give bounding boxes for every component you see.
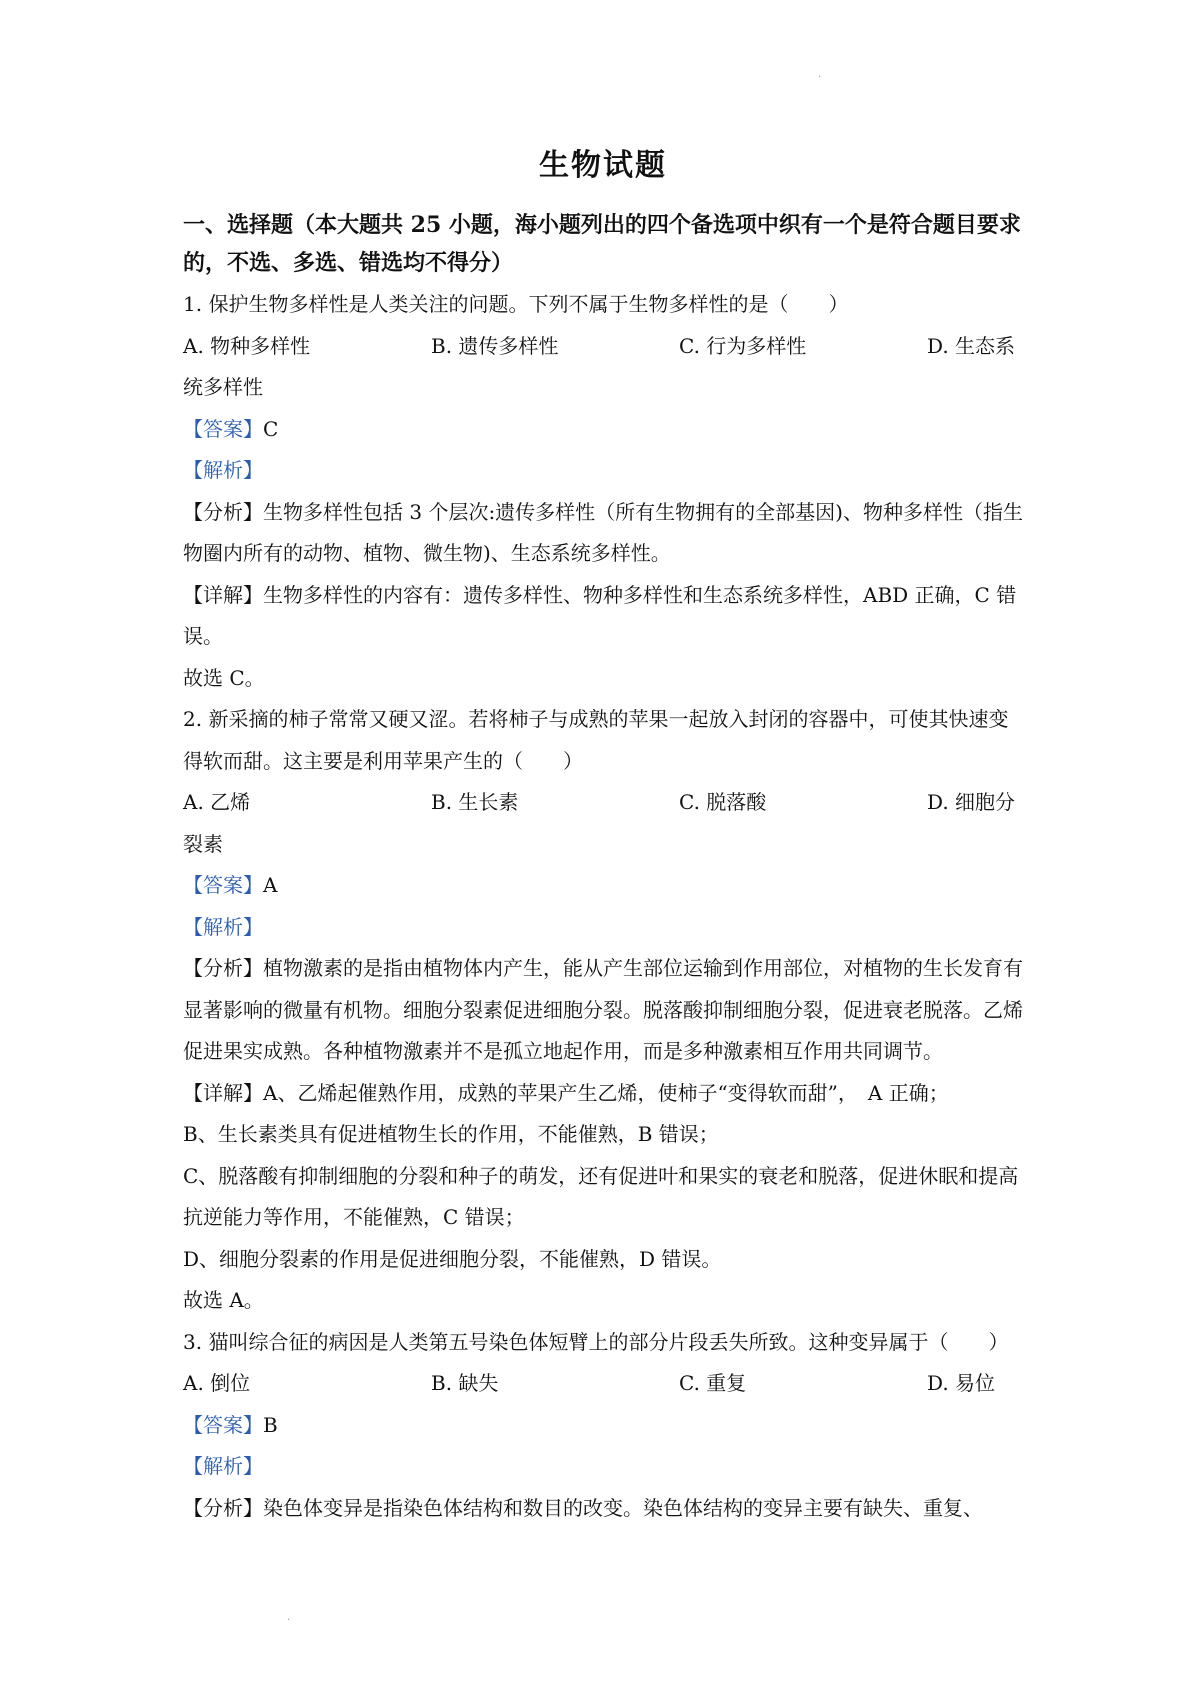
analysis-line bbox=[183, 907, 1023, 949]
option-b: B. 缺失 bbox=[431, 1371, 499, 1395]
option-d: D. 易位 bbox=[927, 1371, 996, 1395]
question-stem: 3. 猫叫综合征的病因是人类第五号染色体短臂上的部分片段丢失所致。这种变异属于（ ） bbox=[183, 1329, 1009, 1354]
option-d-wrap: 裂素 bbox=[183, 831, 223, 856]
answer-value: C bbox=[263, 416, 279, 441]
question-3 bbox=[183, 1322, 1023, 1530]
section-heading: 一、选择题（本大题共 25 小题，海小题列出的四个备选项中织有一个是符合题目要求的，不选、多选、错选均不得分） bbox=[183, 212, 1021, 276]
answer-line bbox=[183, 1405, 1023, 1447]
option-a: A. 物种多样性 bbox=[183, 333, 311, 358]
detail-text: 生物多样性的内容有：遗传多样性、物种多样性和生态系统多样性，ABD 正确，C 错误。 bbox=[183, 582, 1017, 648]
scan-dot: · bbox=[818, 72, 822, 83]
detail-paragraph bbox=[183, 1073, 1023, 1115]
conclusion-line: 故选 C。 bbox=[183, 665, 265, 690]
answer-label: 【答案】 bbox=[183, 1412, 263, 1437]
answer-value: B bbox=[263, 1412, 278, 1437]
detail-paragraph bbox=[183, 575, 1023, 658]
fenxi-text: 植物激素的是指由植物体内产生，能从产生部位运输到作用部位，对植物的生长发育有显著影响的微量有机物。细胞分裂素促进细胞分裂。脱落酸抑制细胞分裂，促进衰老脱落。乙烯促进果实成熟。各种植物激素并不是孤立地起作用，而是多种激素相互作用共同调节。 bbox=[183, 956, 1023, 1063]
answer-line bbox=[183, 865, 1023, 907]
option-a: A. 乙烯 bbox=[183, 790, 251, 814]
answer-label: 【答案】 bbox=[183, 873, 263, 897]
option-d-part1: D. 生态系 bbox=[927, 333, 1016, 358]
question-options bbox=[183, 326, 1023, 368]
answer-label: 【答案】 bbox=[183, 416, 263, 441]
analysis-label: 【解析】 bbox=[183, 458, 263, 482]
analysis-label: 【解析】 bbox=[183, 914, 263, 939]
analysis-line bbox=[183, 450, 1023, 492]
option-c: C. 重复 bbox=[679, 1371, 747, 1395]
fenxi-text: 生物多样性包括 3 个层次:遗传多样性（所有生物拥有的全部基因)、物种多样性（指生物圈内所有的动物、植物、微生物)、生态系统多样性。 bbox=[183, 499, 1023, 565]
question-stem: 1. 保护生物多样性是人类关注的问题。下列不属于生物多样性的是（ ） bbox=[183, 292, 849, 316]
fenxi-paragraph bbox=[183, 948, 1023, 1073]
question-2 bbox=[183, 699, 1023, 1322]
detail-text: A、乙烯起催熟作用，成熟的苹果产生乙烯，使柿子“变得软而甜”， A 正确； bbox=[263, 1080, 949, 1105]
detail-item: C、脱落酸有抑制细胞的分裂和种子的萌发，还有促进叶和果实的衰老和脱落，促进休眠和提高抗逆能力等作用，不能催熟，C 错误； bbox=[183, 1163, 1019, 1229]
fenxi-paragraph bbox=[183, 492, 1023, 575]
page-title: 生物试题 bbox=[539, 148, 667, 183]
answer-line bbox=[183, 409, 1023, 451]
document-content bbox=[183, 140, 1023, 1529]
answer-value: A bbox=[263, 873, 278, 897]
option-b: B. 遗传多样性 bbox=[431, 333, 559, 358]
detail-item: B、生长素类具有促进植物生长的作用，不能催熟，B 错误； bbox=[183, 1122, 719, 1146]
analysis-label: 【解析】 bbox=[183, 1454, 263, 1478]
option-d-part1: D. 细胞分 bbox=[927, 790, 1016, 814]
option-a: A. 倒位 bbox=[183, 1371, 251, 1395]
fenxi-label: 【分析】 bbox=[183, 499, 263, 524]
fenxi-label: 【分析】 bbox=[183, 1495, 263, 1520]
question-1 bbox=[183, 284, 1023, 699]
fenxi-paragraph bbox=[183, 1488, 1023, 1530]
option-b: B. 生长素 bbox=[431, 790, 519, 814]
option-c: C. 脱落酸 bbox=[679, 790, 767, 814]
option-c: C. 行为多样性 bbox=[679, 333, 807, 358]
scan-dot: · bbox=[287, 1615, 291, 1626]
option-d-wrap: 统多样性 bbox=[183, 375, 263, 399]
fenxi-text: 染色体变异是指染色体结构和数目的改变。染色体结构的变异主要有缺失、重复、 bbox=[263, 1495, 983, 1520]
analysis-line bbox=[183, 1446, 1023, 1488]
conclusion-line: 故选 A。 bbox=[183, 1288, 264, 1312]
detail-label: 【详解】 bbox=[183, 1080, 263, 1105]
question-options bbox=[183, 782, 1023, 824]
detail-item: D、细胞分裂素的作用是促进细胞分裂，不能催熟，D 错误。 bbox=[183, 1246, 722, 1271]
question-stem: 2. 新采摘的柿子常常又硬又涩。若将柿子与成熟的苹果一起放入封闭的容器中，可使其快速变得软而甜。这主要是利用苹果产生的（ ） bbox=[183, 707, 1009, 773]
fenxi-label: 【分析】 bbox=[183, 956, 263, 980]
question-options bbox=[183, 1363, 1023, 1405]
detail-label: 【详解】 bbox=[183, 582, 263, 607]
